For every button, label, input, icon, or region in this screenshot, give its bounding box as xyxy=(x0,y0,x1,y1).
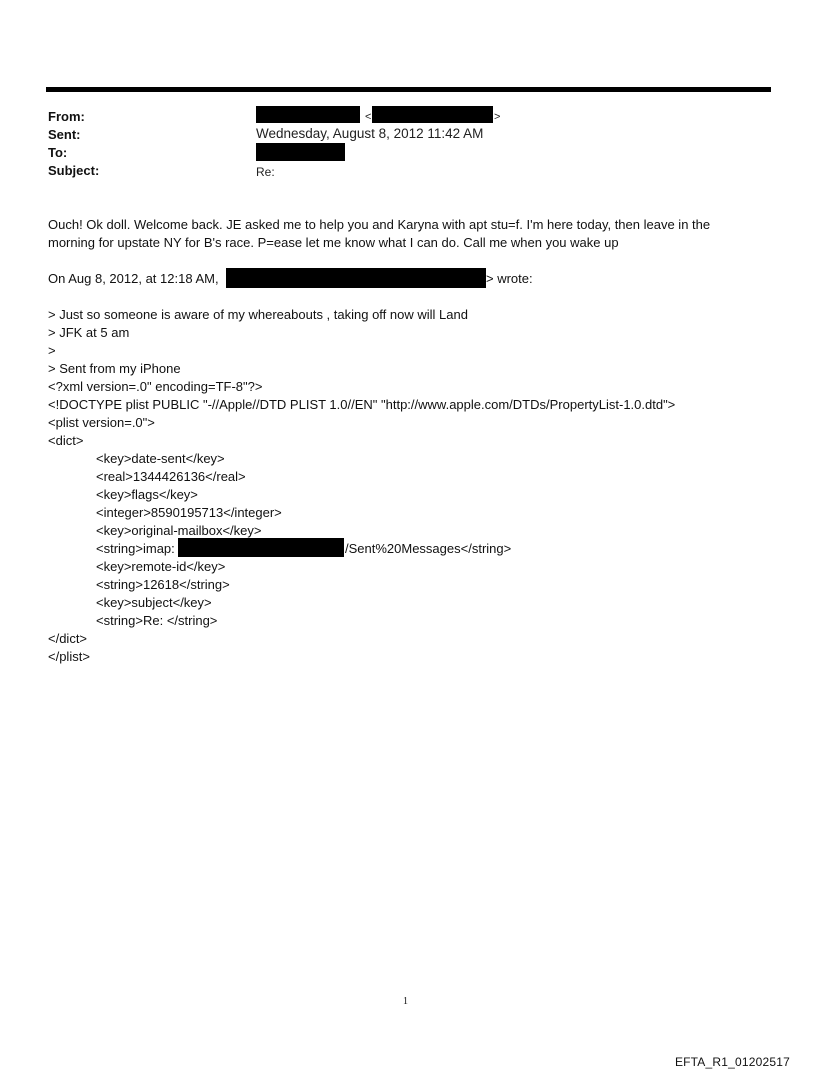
real-value: <real>1344426136</real> xyxy=(96,469,246,484)
subject-value: Re: xyxy=(256,165,275,179)
string-subject: <string>Re: </string> xyxy=(96,613,218,628)
subject-label: Subject: xyxy=(48,163,100,178)
key-remote-id: <key>remote-id</key> xyxy=(96,559,226,574)
body-line-2: morning for upstate NY for B's race. P=ease let me know what I can do. Call me when you wake up xyxy=(48,235,619,250)
quote-intro-suffix: > wrote: xyxy=(486,271,533,286)
dict-open: <dict> xyxy=(48,433,84,448)
string-imap-suffix: /Sent%20Messages</string> xyxy=(345,541,512,556)
redacted-imap-account xyxy=(178,538,344,557)
sent-value: Wednesday, August 8, 2012 11:42 AM xyxy=(256,126,484,141)
footer-document-id: EFTA_R1_01202517 xyxy=(674,1055,790,1069)
integer-value: <integer>8590195713</integer> xyxy=(96,505,282,520)
to-label: To: xyxy=(48,145,68,160)
redacted-quote-sender xyxy=(226,268,486,288)
key-flags: <key>flags</key> xyxy=(96,487,198,502)
quote-line-4: > Sent from my iPhone xyxy=(48,361,181,376)
redacted-from-email xyxy=(372,106,493,123)
redacted-from-name xyxy=(256,106,360,123)
redacted-to xyxy=(256,143,345,161)
xml-declaration: <?xml version=.0" encoding=TF-8"?> xyxy=(48,379,263,394)
from-gt: > xyxy=(494,111,501,123)
quote-line-3: > xyxy=(48,343,56,358)
body-line-1: Ouch! Ok doll. Welcome back. JE asked me to help you and Karyna with apt stu=f. I'm here today, then leave in the xyxy=(48,217,711,232)
plist-open: <plist version=.0"> xyxy=(48,415,155,430)
from-label: From: xyxy=(48,109,85,124)
quote-intro-prefix: On Aug 8, 2012, at 12:18 AM, xyxy=(48,271,219,286)
key-original-mailbox: <key>original-mailbox</key> xyxy=(96,523,262,538)
doctype-line: <!DOCTYPE plist PUBLIC "-//Apple//DTD PLIST 1.0//EN" "http://www.apple.com/DTDs/PropertyList-1.0.dtd"> xyxy=(48,397,676,412)
key-date-sent: <key>date-sent</key> xyxy=(96,451,225,466)
sent-label: Sent: xyxy=(48,127,81,142)
string-remote-id: <string>12618</string> xyxy=(96,577,230,592)
quote-line-2: > JFK at 5 am xyxy=(48,325,130,340)
from-lt: < xyxy=(365,111,372,123)
key-subject: <key>subject</key> xyxy=(96,595,212,610)
dict-close: </dict> xyxy=(48,631,88,646)
string-imap-prefix: <string>imap: xyxy=(96,541,175,556)
page-number: 1 xyxy=(403,996,408,1007)
top-rule xyxy=(46,87,771,92)
plist-close: </plist> xyxy=(48,649,90,664)
quote-line-1: > Just so someone is aware of my whereabouts , taking off now will Land xyxy=(48,307,468,322)
